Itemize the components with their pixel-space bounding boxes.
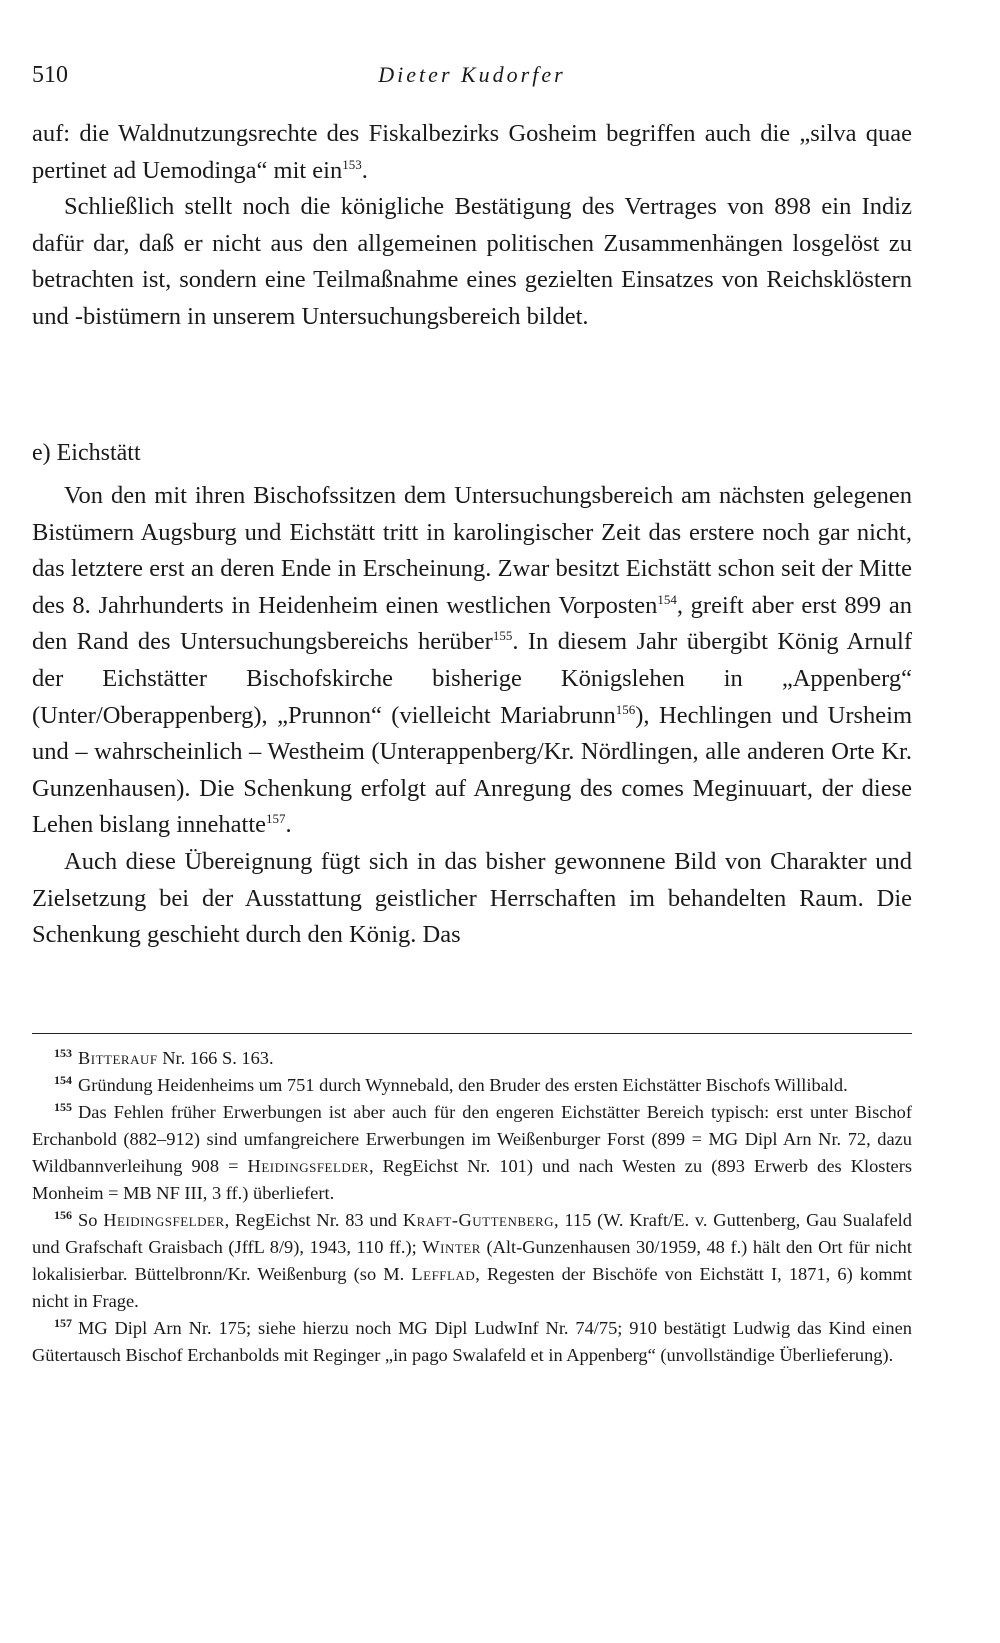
footnote-number: 155 — [54, 1099, 72, 1114]
paragraph-2: Schließlich stellt noch die königliche Bestätigung des Vertrages von 898 ein Indiz dafür dar, daß er nicht aus den allgemeinen politischen Zusammenhängen losgelöst zu betrachten ist, sondern eine Teilmaßnahme eines gezielten Einsatzes von Reichsklöstern und -bistümern in unserem Untersuchungsbereich bildet. — [32, 193, 912, 330]
author-name: Lefflad — [411, 1264, 476, 1284]
paragraph-3 — [32, 478, 912, 844]
author-name: Kraft-Guttenberg — [402, 1210, 555, 1230]
footnote-text: Gründung Heidenheims um 751 durch Wynnebald, den Bruder des ersten Eichstätter Bischofs Willibald. — [78, 1075, 848, 1095]
footnote-text: MG Dipl Arn Nr. 175; siehe hierzu noch MG Dipl LudwInf Nr. 74/75; 910 bestätigt Ludwig das Kind einen Gütertausch Bischof Erchanbolds mit Reginger „in pago Swalafeld et in Appenberg“ (unvollständige Überlieferung). — [32, 1318, 912, 1365]
paragraph-3-text-a: Von den mit ihren Bischofssitzen dem Untersuchungsbereich am nächsten gelegenen Bistümern Augsburg und Eichstätt tritt in karolingischer Zeit das erstere noch gar nicht, das letztere erst an deren Ende in Erscheinung. Zwar besitzt Eichstätt schon seit der Mitte des 8. Jahrhunderts in Heidenheim einen westlichen Vorposten — [32, 482, 912, 619]
footnote-text: So — [78, 1210, 104, 1230]
footnote-155 — [32, 1099, 912, 1207]
footnote-number: 157 — [54, 1315, 72, 1330]
footnote-text: , RegEichst Nr. 101) und nach Westen zu (893 Erwerb des Klosters Monheim = MB NF III, 3 ff.) überliefert. — [32, 1156, 913, 1203]
author-name: Heidingsfelder — [247, 1156, 369, 1176]
footnote-text: Das Fehlen früher Erwerbungen ist aber auch für den engeren Eichstätter Bereich typisch: erst unter Bischof Erchanbold (882–912) sind umfangreichere Erwerbungen im Weißenburger Forst (899 = MG Dipl Arn Nr. 72, dazu Wildbannverleihung 908 = — [32, 1102, 912, 1176]
footnote-text: Nr. 166 S. 163. — [157, 1048, 274, 1068]
paragraph-1-text-b: . — [361, 156, 368, 184]
paragraph-1-text-a: auf: die Waldnutzungsrechte des Fiskalbezirks Gosheim begriffen auch die „silva quae pertinet ad Uemodinga“ mit ein — [32, 120, 912, 184]
footnote-text: , 115 (W. Kraft/E. v. Guttenberg, Gau Sualafeld und Grafschaft Graisbach (JffL 8/9), 1943, 110 ff.); — [32, 1210, 912, 1257]
footnote-ref-156[interactable]: 156 — [615, 701, 636, 717]
section-heading-eichstaett: e) Eichstätt — [32, 440, 141, 466]
footnote-text: , Regesten der Bischöfe von Eichstätt I, 1871, 6) kommt nicht in Frage. — [32, 1264, 912, 1311]
footnote-separator — [32, 1033, 912, 1034]
footnote-154 — [32, 1072, 912, 1099]
paragraph-3-text-d: ), Hechlingen und Ursheim und – wahrscheinlich – Westheim (Unterappenberg/Kr. Nördlingen, alle anderen Orte Kr. Gunzenhausen). Die Schenkung erfolgt auf Anregung des comes Meginuuart, der diese Lehen bislang innehatte — [32, 701, 913, 839]
paragraph-3-text-e: . — [285, 811, 292, 839]
paragraph-3-text-b: , greift aber erst 899 an den Rand des Untersuchungsbereichs herüber — [32, 591, 912, 656]
footnote-number: 156 — [54, 1207, 72, 1222]
footnote-156 — [32, 1207, 912, 1315]
footnote-ref-157[interactable]: 157 — [266, 811, 286, 827]
footnote-number: 153 — [54, 1045, 72, 1060]
footnote-ref-155[interactable]: 155 — [492, 628, 513, 644]
footnote-ref-154[interactable]: 154 — [657, 591, 677, 607]
page-number: 510 — [32, 62, 68, 88]
author-name: Heidingsfelder — [103, 1210, 225, 1230]
paragraph-1 — [32, 116, 912, 189]
footnote-153 — [32, 1045, 912, 1072]
author-name: Bitterauf — [78, 1048, 158, 1068]
footnote-ref-153[interactable]: 153 — [342, 156, 362, 172]
main-text-bottom — [32, 478, 912, 954]
footnotes — [32, 1045, 912, 1369]
paragraph-3-text-c: . In diesem Jahr übergibt König Arnulf der Eichstätter Bischofskirche bisherige Königslehen in „Appenberg“ (Unter/Oberappenberg), „Prunnon“ (vielleicht Mariabrunn — [32, 628, 912, 729]
main-text-top — [32, 116, 912, 336]
footnote-text: (Alt-Gunzenhausen 30/1959, 48 f.) hält den Ort für nicht lokalisierbar. Büttelbronn/Kr. Weißenburg (so M. — [32, 1237, 912, 1284]
running-head: Dieter Kudorfer — [378, 62, 566, 87]
footnote-text: , RegEichst Nr. 83 und — [224, 1210, 403, 1230]
footnote-157 — [32, 1315, 912, 1369]
footnote-number: 154 — [54, 1072, 72, 1087]
author-name: Winter — [422, 1237, 481, 1257]
page-header — [32, 62, 912, 92]
paragraph-4: Auch diese Übereignung fügt sich in das bisher gewonnene Bild von Charakter und Zielsetzung bei der Ausstattung geistlicher Herrschaften im behandelten Raum. Die Schenkung geschieht durch den König. Das — [32, 847, 912, 949]
